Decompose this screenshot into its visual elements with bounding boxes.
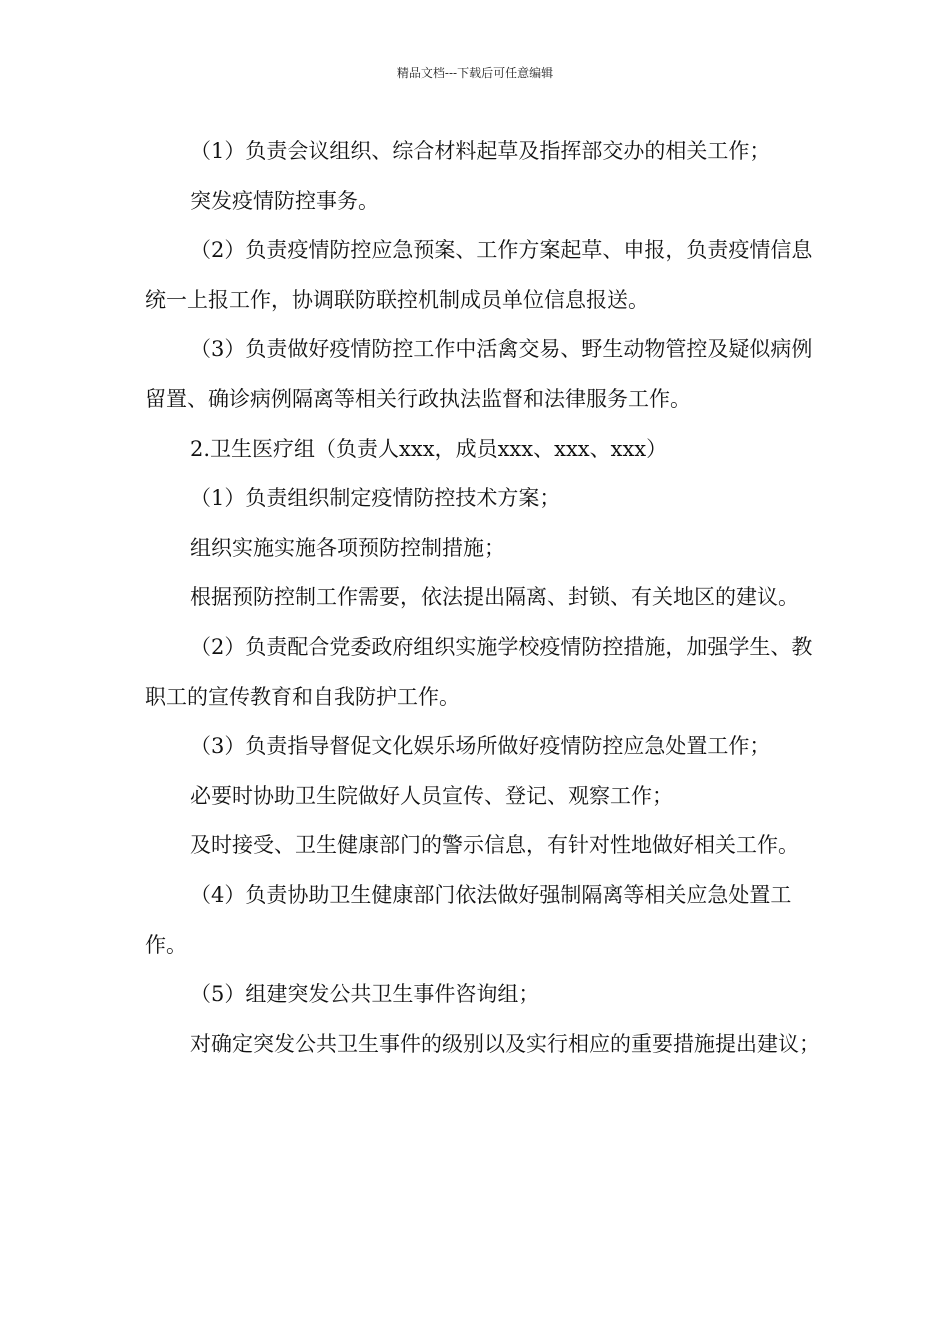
paragraph: （3）负责做好疫情防控工作中活禽交易、野生动物管控及疑似病例留置、确诊病例隔离等相关行政执法监督和法律服务工作。 (145, 337, 813, 411)
paragraph: 及时接受、卫生健康部门的警示信息，有针对性地做好相关工作。 (190, 833, 799, 858)
document-body (145, 127, 830, 1069)
paragraph: 组织实施实施各项预防控制措施； (190, 535, 505, 560)
paragraph: 必要时协助卫生院做好人员宣传、登记、观察工作； (190, 783, 673, 808)
page-header: 精品文档---下载后可任意编辑 (396, 66, 554, 80)
paragraph: （1）负责会议组织、综合材料起草及指挥部交办的相关工作； (190, 139, 771, 163)
paragraph: （5）组建突发公共卫生事件咨询组； (190, 982, 540, 1007)
paragraph: 根据预防控制工作需要，依法提出隔离、封锁、有关地区的建议。 (190, 585, 799, 610)
paragraph: （1）负责组织制定疫情防控技术方案； (190, 486, 561, 511)
paragraph: （4）负责协助卫生健康部门依法做好强制隔离等相关应急处置工作。 (145, 882, 792, 957)
paragraph: 突发疫情防控事务。 (190, 188, 379, 213)
paragraph: 对确定突发公共卫生事件的级别以及实行相应的重要措施提出建议； (190, 1031, 820, 1056)
paragraph: （2）负责配合党委政府组织实施学校疫情防控措施，加强学生、教职工的宣传教育和自我防护工作。 (145, 634, 813, 709)
paragraph: （3）负责指导督促文化娱乐场所做好疫情防控应急处置工作； (190, 734, 771, 759)
paragraph: （2）负责疫情防控应急预案、工作方案起草、申报，负责疫情信息统一上报工作，协调联防联控机制成员单位信息报送。 (145, 238, 813, 312)
section-heading: 2.卫生医疗组（负责人xxx，成员xxx、xxx、xxx） (190, 436, 668, 461)
